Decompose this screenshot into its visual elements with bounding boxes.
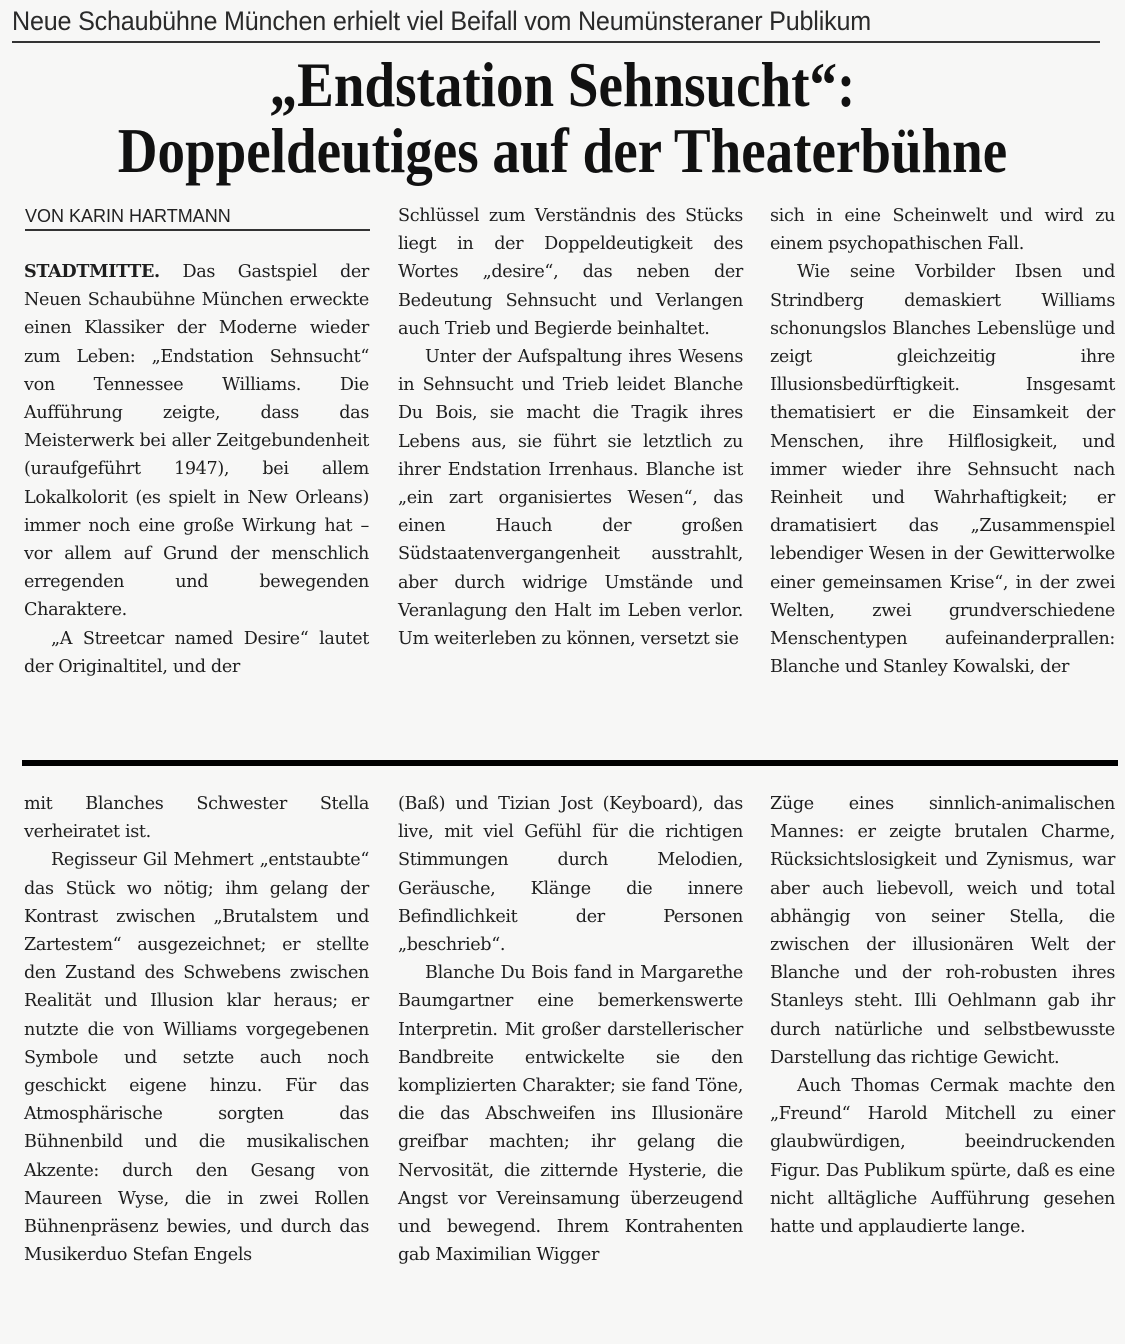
lower-column-1	[24, 790, 369, 1269]
paragraph: Auch Thomas Cermak machte den „Freund“ Harold Mitchell zu einer glaubwürdigen, beeindruckenden Figur. Das Publikum spürte, daß es eine nicht alltägliche Aufführung gesehen hatte und applaudierte lange.	[770, 1076, 1115, 1238]
paragraph: Regisseur Gil Mehmert „entstaubte“ das Stück wo nötig; ihm gelang der Kontrast zwischen „Brutalstem und Zartestem“ ausgezeichnet; er stellte den Zustand des Schwebens zwischen Realität und Illusion klar heraus; er nutzte die von Williams vorgegebenen Symbole und setzte auch noch geschickt eigene hinzu. Für das Atmosphärische sorgten das Bühnenbild und die musikalischen Akzente: durch den Gesang von Maureen Wyse, die in zwei Rollen Bühnenpräsenz bewies, und durch das Musikerduo Stefan Engels	[24, 850, 369, 1266]
headline	[0, 49, 1125, 186]
upper-column-3	[770, 202, 1115, 681]
paragraph: Schlüssel zum Verständnis des Stücks liegt in der Doppeldeutigkeit des Wortes „desire“, das neben der Bedeutung Sehnsucht und Verlangen auch Trieb und Begierde beinhaltet.	[398, 206, 743, 339]
section-divider	[22, 760, 1118, 766]
upper-column-1	[24, 258, 369, 681]
upper-column-2	[398, 202, 743, 653]
paragraph: (Baß) und Tizian Jost (Keyboard), das live, mit viel Gefühl für die richtigen Stimmungen durch Melodien, Geräusche, Klänge die innere Befindlichkeit der Personen „beschrieb“.	[398, 794, 743, 956]
paragraph: Blanche Du Bois fand in Margarethe Baumgartner eine bemerkenswerte Interpretin. Mit großer darstellerischer Bandbreite entwickelte sie den komplizierten Charakter; sie fand Töne, die das Abschweifen ins Illusionäre greifbar machten; ihr gelang die Nervosität, die zitternde Hysterie, die Angst vor Vereinsamung überzeugend und bewegend. Ihrem Kontrahenten gab Maximilian Wigger	[398, 963, 743, 1266]
dateline: STADTMITTE.	[24, 261, 160, 282]
paragraph: Züge eines sinnlich-animalischen Mannes: er zeigte brutalen Charme, Rücksichtslosigkeit und Zynismus, war aber auch liebevoll, weich und total abhängig von seiner Stella, die zwischen der illusionären Welt der Blanche und der roh-robusten ihres Stanleys steht. Illi Oehlmann gab ihr durch natürliche und selbstbewusste Darstellung das richtige Gewicht.	[770, 794, 1115, 1068]
paragraph	[24, 258, 369, 625]
paragraph: Unter der Aufspaltung ihres Wesens in Sehnsucht und Trieb leidet Blanche Du Bois, sie macht die Tragik ihres Lebens aus, sie führt sie letztlich zu ihrer Endstation Irrenhaus. Blanche ist „ein zart organisiertes Wesen“, das einen Hauch der großen Südstaatenvergangenheit ausstrahlt, aber durch widrige Umstände und Veranlagung den Halt im Leben verlor. Um weiterleben zu können, versetzt sie	[398, 347, 743, 650]
paragraph-text: Das Gastspiel der Neuen Schaubühne München erweckte einen Klassiker der Moderne wieder zum Leben: „Endstation Sehnsucht“ von Tennessee Williams. Die Aufführung zeigte, dass das Meisterwerk bei aller Zeitgebundenheit (uraufgeführt 1947), bei allem Lokalkolorit (es spielt in New Orleans) immer noch eine große Wirkung hat – vor allem auf Grund der menschlich erregenden und bewegenden Charaktere.	[24, 262, 369, 621]
byline: VON KARIN HARTMANN	[25, 205, 370, 231]
paragraph: sich in eine Scheinwelt und wird zu einem psychopathischen Fall.	[770, 206, 1115, 255]
headline-line-1: „Endstation Sehnsucht“:	[269, 49, 856, 120]
headline-line-2: Doppeldeutiges auf der Theaterbühne	[117, 115, 1008, 186]
paragraph: „A Streetcar named Desire“ lautet der Originaltitel, und der	[24, 628, 369, 677]
lower-column-2	[398, 790, 743, 1269]
lower-column-3	[770, 790, 1115, 1241]
kicker-rule	[12, 41, 1100, 43]
kicker-headline: Neue Schaubühne München erhielt viel Beifall vom Neumünsteraner Publikum	[12, 6, 871, 36]
paragraph: mit Blanches Schwester Stella verheiratet ist.	[24, 794, 369, 843]
paragraph: Wie seine Vorbilder Ibsen und Strindberg demaskiert Williams schonungslos Blanches Lebenslüge und zeigt gleichzeitig ihre Illusionsbedürftigkeit. Insgesamt thematisiert er die Einsamkeit der Menschen, ihre Hilflosigkeit, und immer wieder ihre Sehnsucht nach Reinheit und Wahrhaftigkeit; er dramatisiert das „Zusammenspiel lebendiger Wesen in der Gewitterwolke einer gemeinsamen Krise“, in der zwei Welten, zwei grundverschiedene Menschentypen aufeinanderprallen: Blanche und Stanley Kowalski, der	[770, 262, 1115, 678]
